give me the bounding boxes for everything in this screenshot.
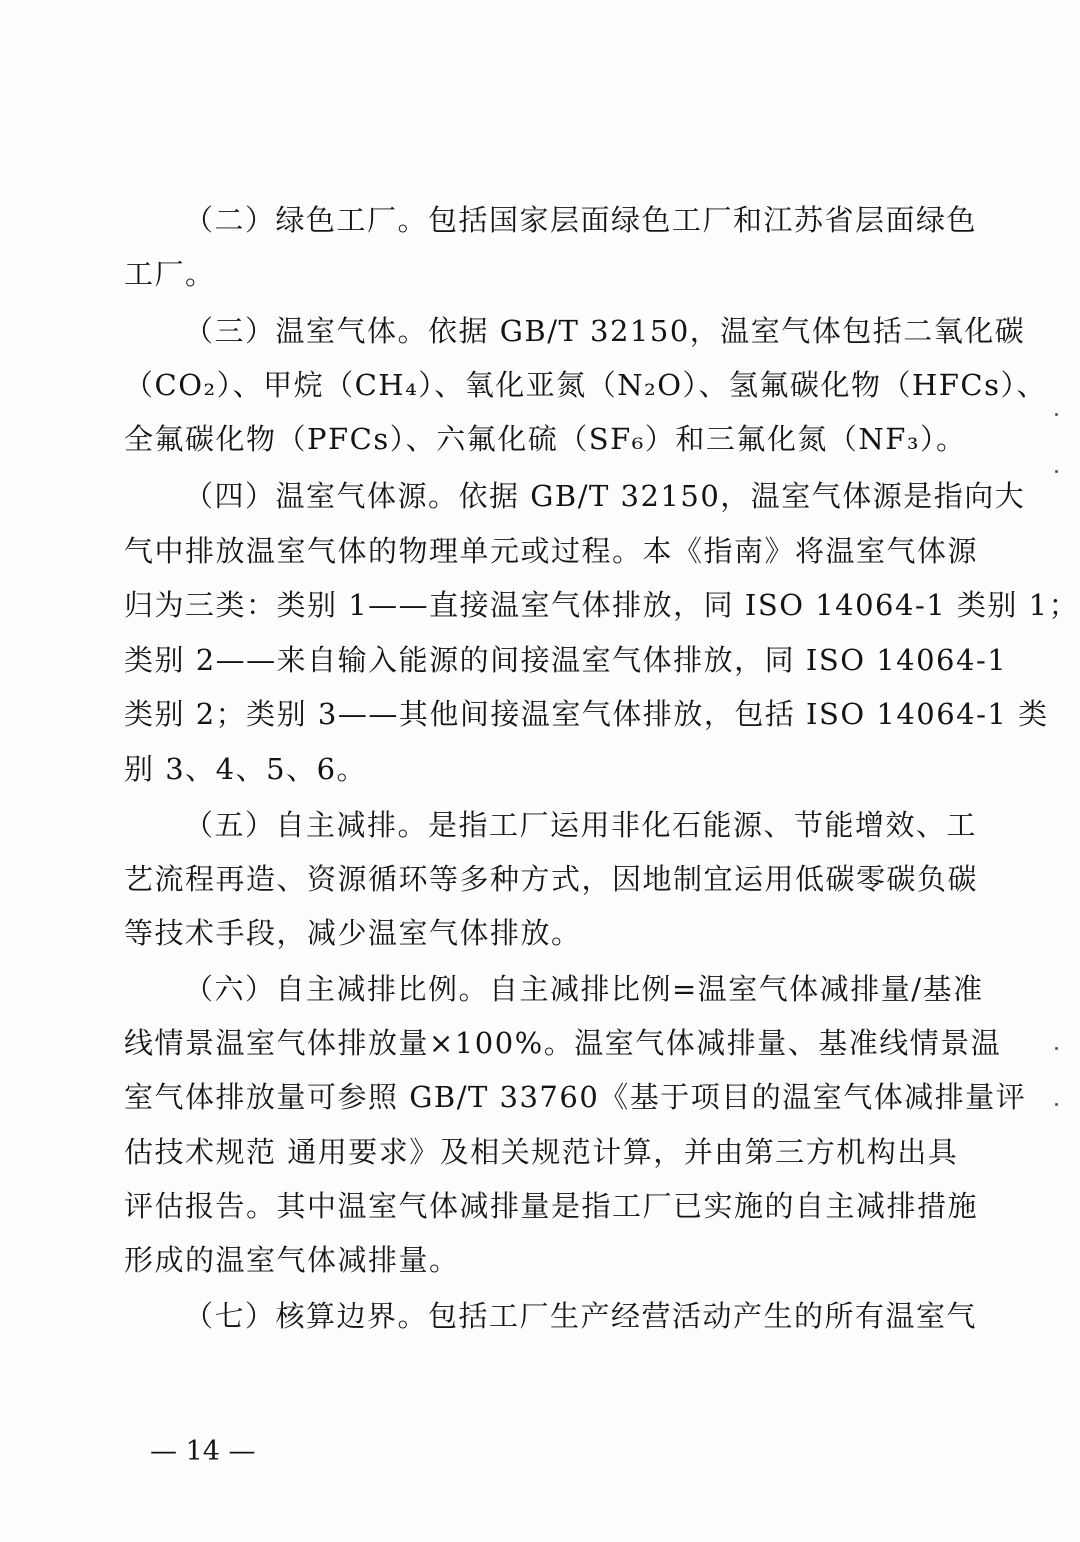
text-line-16: 线情景温室气体排放量×100%。温室气体减排量、基准线情景温 — [124, 1026, 1002, 1060]
text-line-4: （CO₂）、甲烷（CH₄）、氧化亚氮（N₂O）、氢氟碳化物（HFCs）、 — [124, 368, 1047, 402]
text-line-2: 工厂。 — [124, 257, 216, 291]
scan-speck — [1055, 470, 1058, 473]
text-line-20: 形成的温室气体减排量。 — [124, 1243, 460, 1277]
text-line-6: （四）温室气体源。依据 GB/T 32150，温室气体源是指向大 — [184, 479, 1026, 513]
text-line-10: 类别 2；类别 3——其他间接温室气体排放，包括 ISO 14064-1 类 — [124, 697, 1049, 731]
text-line-5: 全氟碳化物（PFCs）、六氟化硫（SF₆）和三氟化氮（NF₃）。 — [124, 422, 967, 456]
text-line-1: （二）绿色工厂。包括国家层面绿色工厂和江苏省层面绿色 — [184, 203, 978, 237]
page-number: — 14 — — [150, 1436, 256, 1467]
scan-speck — [1055, 1103, 1058, 1106]
text-line-21: （七）核算边界。包括工厂生产经营活动产生的所有温室气 — [184, 1299, 978, 1333]
text-line-17: 室气体排放量可参照 GB/T 33760《基于项目的温室气体减排量评 — [124, 1080, 1027, 1114]
scan-speck — [1055, 413, 1058, 416]
text-line-12: （五）自主减排。是指工厂运用非化石能源、节能增效、工 — [184, 808, 978, 842]
text-line-14: 等技术手段，减少温室气体排放。 — [124, 916, 582, 950]
text-line-8: 归为三类：类别 1——直接温室气体排放，同 ISO 14064-1 类别 1； — [124, 588, 1080, 622]
text-line-13: 艺流程再造、资源循环等多种方式，因地制宜运用低碳零碳负碳 — [124, 862, 979, 896]
scan-speck — [1055, 1047, 1058, 1050]
text-line-9: 类别 2——来自输入能源的间接温室气体排放，同 ISO 14064-1 — [124, 643, 1008, 677]
text-line-3: （三）温室气体。依据 GB/T 32150，温室气体包括二氧化碳 — [184, 314, 1026, 348]
text-line-19: 评估报告。其中温室气体减排量是指工厂已实施的自主减排措施 — [124, 1189, 979, 1223]
text-line-15: （六）自主减排比例。自主减排比例=温室气体减排量/基准 — [184, 972, 984, 1006]
text-line-18: 估技术规范 通用要求》及相关规范计算，并由第三方机构出具 — [124, 1135, 959, 1169]
text-line-11: 别 3、4、5、6。 — [124, 752, 368, 786]
text-line-7: 气中排放温室气体的物理单元或过程。本《指南》将温室气体源 — [124, 534, 979, 568]
